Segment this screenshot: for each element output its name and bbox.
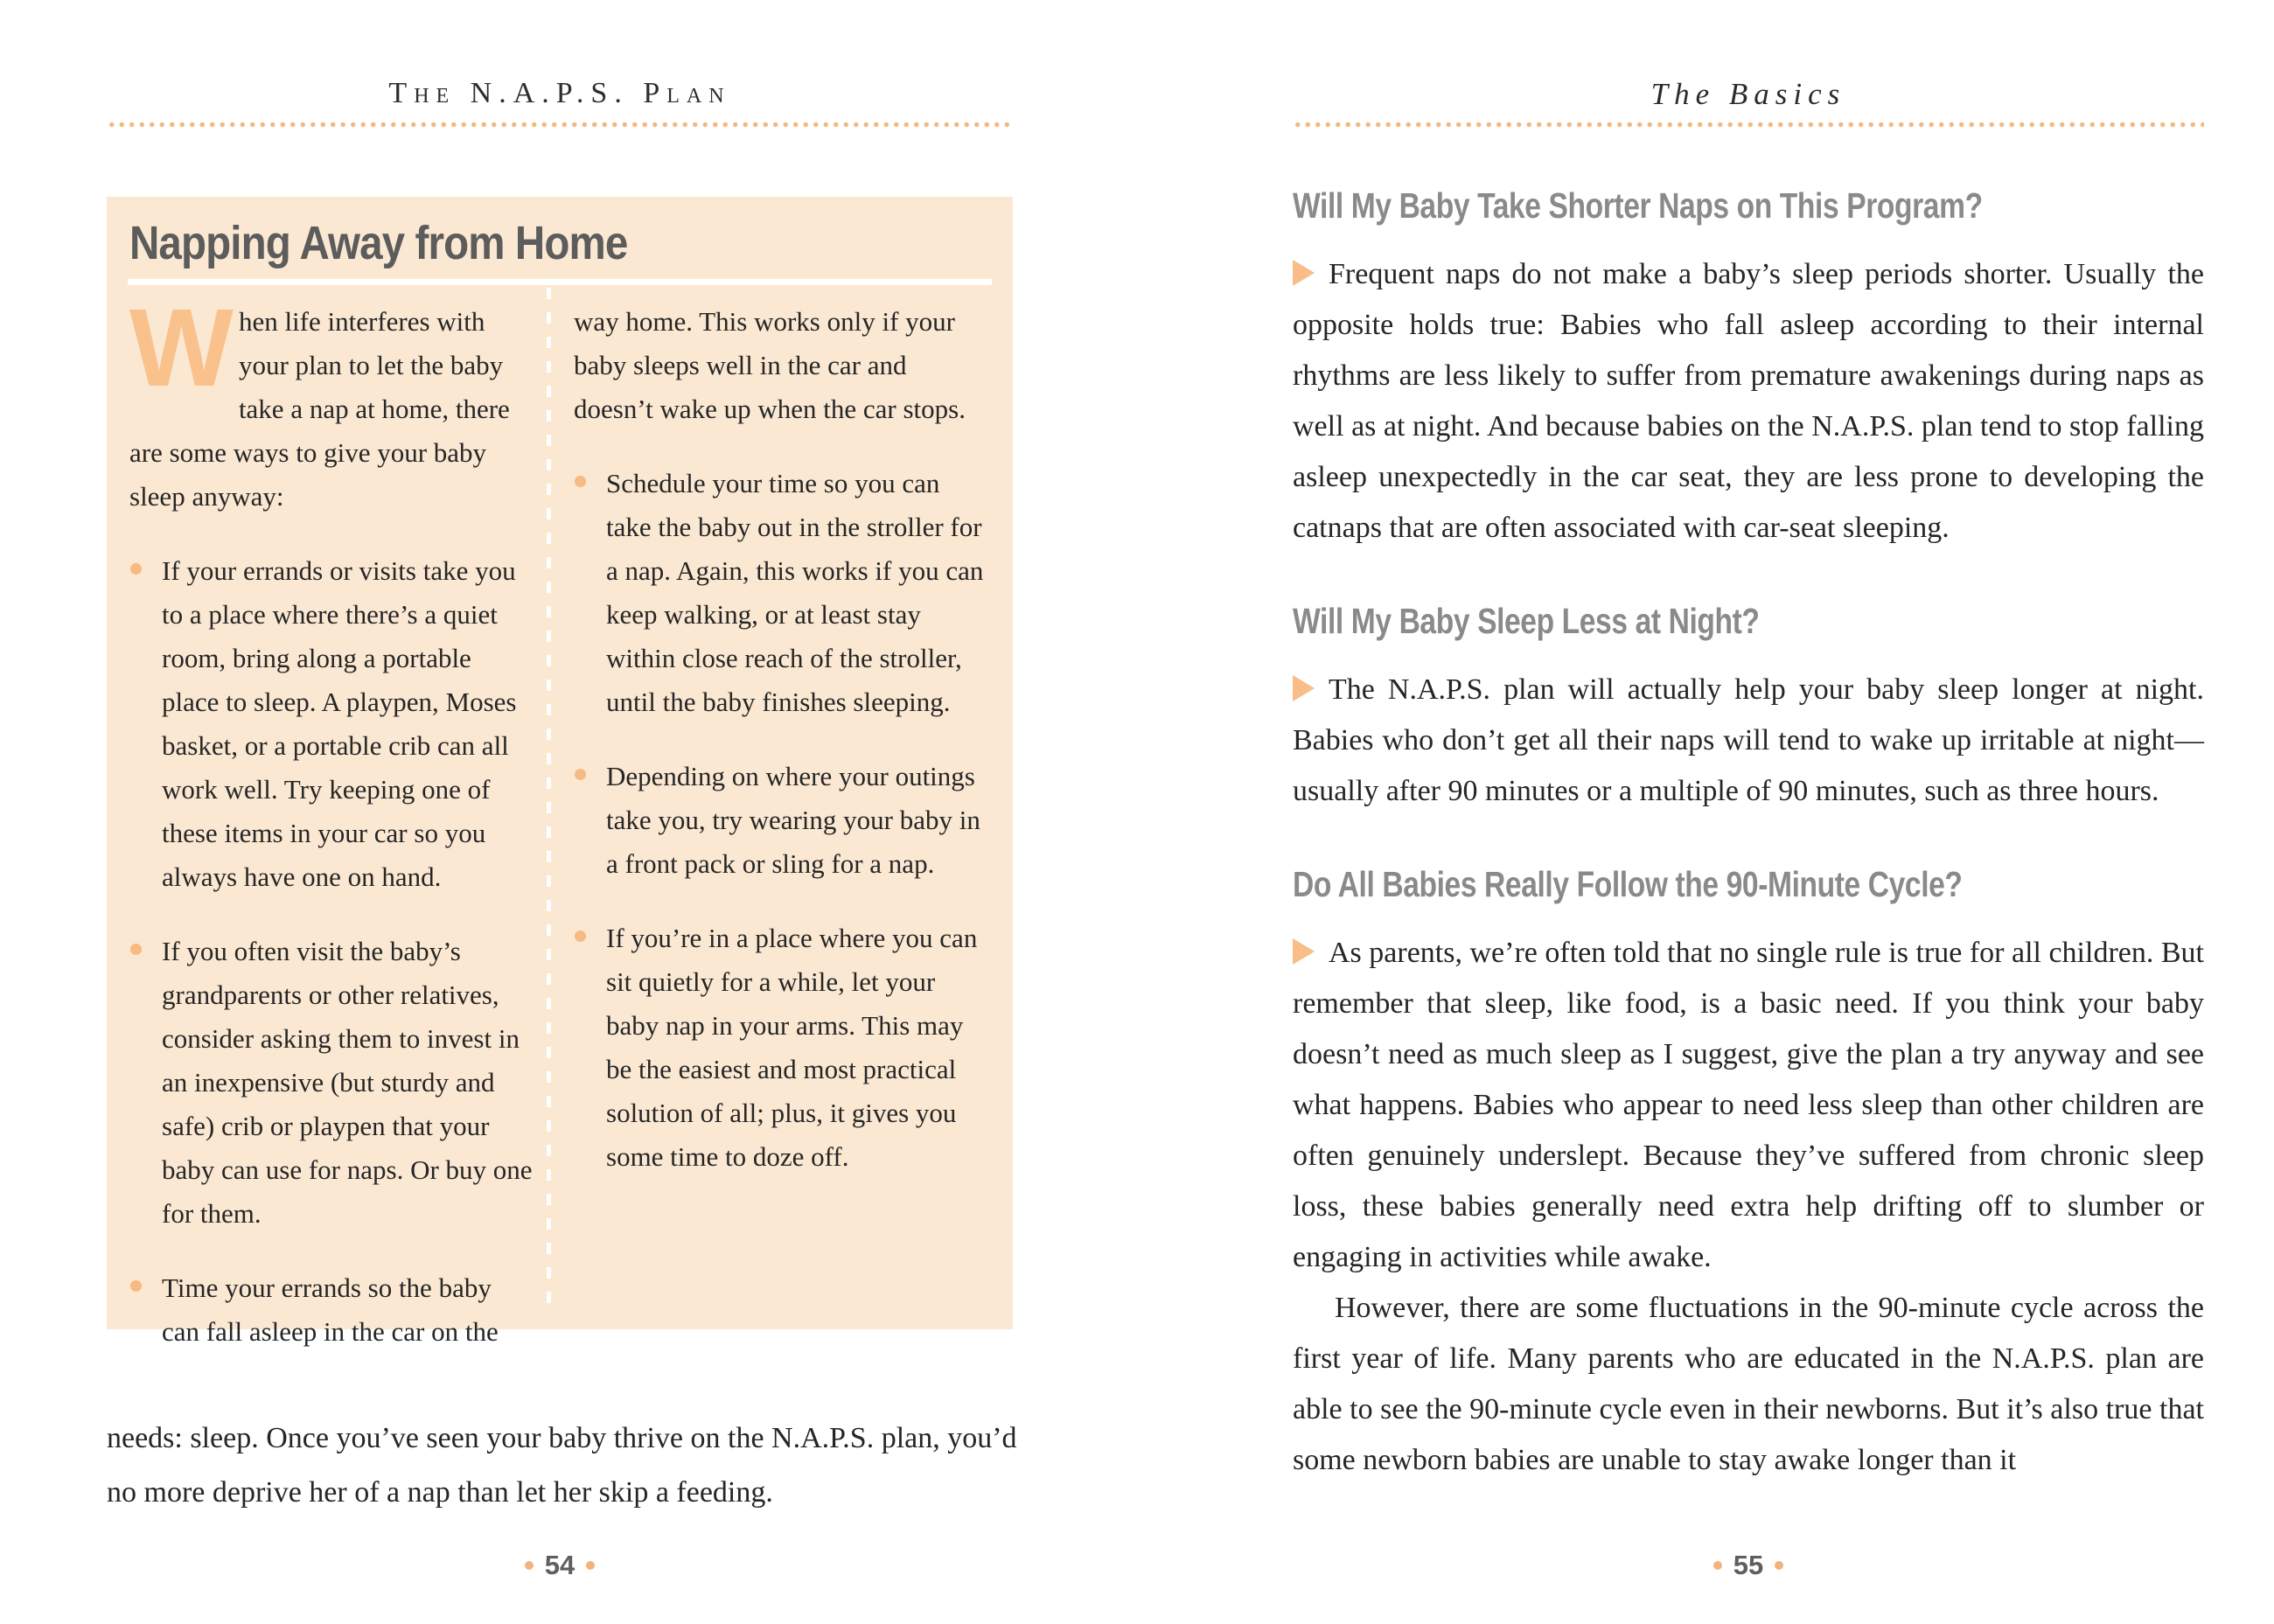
section-paragraph-text: The N.A.P.S. plan will actually help your baby sleep longer at night. Babies who don’t get all their naps will tend to wake up irritable at night—usually after 90 minutes or a multiple of 90 minutes, such as three hours.: [1293, 673, 2204, 807]
box-title-rule: [128, 279, 992, 285]
bullet-dot-icon: [130, 944, 142, 955]
left-page-folio: [107, 1550, 1013, 1581]
bullet-dot-icon: [130, 1280, 142, 1292]
right-page: [1137, 0, 2274, 1624]
box-column-2: [574, 300, 990, 1179]
bullet-dot-icon: [575, 476, 586, 487]
list-item: [574, 462, 990, 724]
section-paragraph: [1293, 249, 2204, 554]
box-title: Napping Away from Home: [129, 217, 628, 269]
list-item: [129, 930, 534, 1236]
list-item-text: If you often visit the baby’s grandparents or other relatives, consider asking them to invest in an inexpensive (but sturdy and safe) crib or playpen that your baby can use for naps. Or buy one for them.: [162, 936, 533, 1229]
box-column-1: [129, 286, 534, 1354]
page-number: 55: [1733, 1550, 1764, 1580]
section-paragraph-continuation: However, there are some fluctuations in the 90-minute cycle across the first year of life. Many parents who are educated in the N.A.P.S. plan are able to see the 90-minute cycle even in their newborns. But it’s also true that some newborn babies are unable to stay awake longer than it: [1293, 1292, 2204, 1476]
folio-dot-icon: [1713, 1561, 1722, 1570]
folio-dot-icon: [1775, 1561, 1783, 1570]
list-item: [574, 755, 990, 886]
list-item-text: Depending on where your outings take you, try wearing your baby in a front pack or sling for a nap.: [606, 761, 980, 879]
list-item: [574, 917, 990, 1179]
right-running-head: The Basics: [1650, 77, 1846, 111]
folio-dot-icon: [586, 1561, 595, 1570]
list-item: [129, 549, 534, 899]
list-item-text: Time your errands so the baby can fall asleep in the car on the: [162, 1272, 499, 1347]
dropcap-w: W: [129, 286, 228, 409]
list-item: [129, 1266, 534, 1354]
box-column-divider: [547, 288, 551, 1311]
napping-away-box: [107, 197, 1013, 1347]
box-intro-paragraph: [129, 286, 534, 519]
triangle-bullet-icon: [1293, 260, 1315, 286]
right-page-folio: [1293, 1550, 2204, 1581]
section-paragraph-text: Frequent naps do not make a baby’s sleep periods shorter. Usually the opposite holds true: Babies who fall asleep according to their internal rhythms are less likely to suffer from premature awakenings during naps as well as at night. And because babies on the N.A.P.S. plan tend to stop falling asleep unexpectedly in the car seat, they are less prone to developing the catnaps that are often associated with car-seat sleeping.: [1293, 258, 2204, 544]
folio-dot-icon: [525, 1561, 534, 1570]
section-heading: Will My Baby Take Shorter Naps on This Program?: [1293, 185, 1983, 226]
page-number: 54: [544, 1550, 575, 1580]
box-intro-text: hen life interferes with your plan to let the baby take a nap at home, there are some ways to give your baby sleep anyway:: [129, 306, 510, 512]
box-continuation-paragraph: way home. This works only if your baby sleeps well in the car and doesn’t wake up when the car stops.: [574, 306, 966, 424]
bullet-dot-icon: [130, 563, 142, 575]
bullet-dot-icon: [575, 769, 586, 780]
triangle-bullet-icon: [1293, 938, 1315, 965]
bullet-dot-icon: [575, 930, 586, 942]
section-paragraph: [1293, 665, 2204, 817]
after-box-paragraph: needs: sleep. Once you’ve seen your baby thrive on the N.A.P.S. plan, you’d no more deprive her of a nap than let her skip a feeding.: [107, 1422, 1017, 1509]
section-paragraph-text: As parents, we’re often told that no single rule is true for all children. But remember that sleep, like food, is a basic need. If you think your baby doesn’t need as much sleep as I suggest, give the plan a try anyway and see what happens. Babies who appear to need less sleep than other children are often genuinely underslept. Because they’ve suffered from chronic sleep loss, these babies generally need extra help drifting off to slumber or engaging in activities while awake.: [1293, 937, 2204, 1273]
list-item-text: Schedule your time so you can take the baby out in the stroller for a nap. Again, this works if you can keep walking, or at least stay within close reach of the stroller, until the baby finishes sleeping.: [606, 468, 984, 717]
left-dotted-rule: [107, 121, 1013, 129]
section-heading: Do All Babies Really Follow the 90-Minute Cycle?: [1293, 864, 1963, 904]
list-item-text: If your errands or visits take you to a place where there’s a quiet room, bring along a portable place to sleep. A playpen, Moses basket, or a portable crib can all work well. Try keeping one of these items in your car so you always have one on hand.: [162, 555, 517, 892]
right-dotted-rule: [1293, 121, 2204, 129]
section-heading: Will My Baby Sleep Less at Night?: [1293, 601, 1760, 641]
left-running-head: The N.A.P.S. Plan: [388, 77, 731, 109]
triangle-bullet-icon: [1293, 675, 1315, 701]
right-page-content: [1293, 185, 2204, 1486]
section-paragraph: [1293, 928, 2204, 1283]
list-item-text: If you’re in a place where you can sit quietly for a while, let your baby nap in your arms. This may be the easiest and most practical solution of all; plus, it gives you some time to doze off.: [606, 923, 978, 1172]
